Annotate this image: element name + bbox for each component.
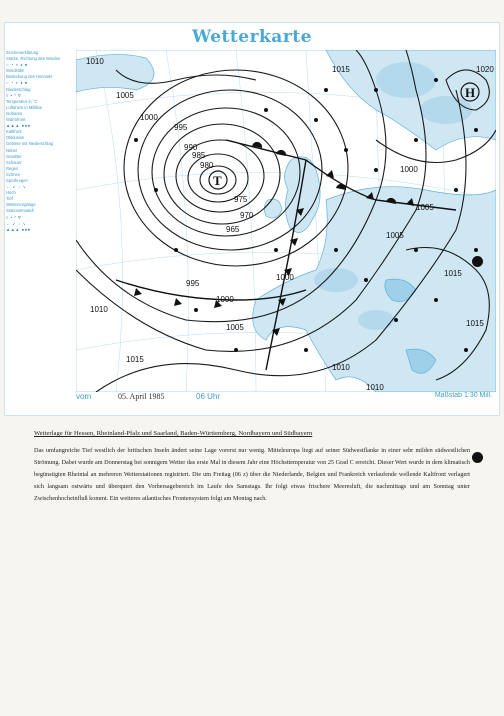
legend-line: Warmfront	[6, 117, 26, 123]
isobar-label: 1015	[332, 65, 350, 74]
legend-line: Regen	[6, 165, 19, 171]
isobar-label: 1010	[366, 383, 384, 392]
legend-line: Gewitter	[6, 153, 22, 159]
caption-body: Das umfangreiche Tief westlich der britischen Inseln ändert seine Lage vorerst nur wenig. Mitteleuropa liegt auf seiner Südwestflanke in einer sehr milden südwestlichen Strömung. Dabei wurde am Donnerstag bei sonnigem Wetter das erste Mal in diesem Jahr eine Höchsttemperatur von 25 Grad C erreicht. Dieser Wert wurde in dem klimatisch begünstigten Rheintal an mehreren Wetterstationen registriert. Die um Freitag (06 z) über die Niederlande, Belgien und Frankreich verlaufende wellende Kaltfront verlagert sich langsam ostwärts und überquert den Vorhersagebereich im Laufe des Samstags. Ihr folgt etwas frischere Meeresluft, die nachmittags und am Sonntag unter Zwischenhocheinfluß kommt. Ein weiteres atlantisches Frontensystem folgt am Montag nach.	[34, 447, 470, 503]
caption-title: Wetterlage für Hessen, Rheinland-Pfalz und Saarland, Baden-Württemberg, Nordbayern und Südbayern	[34, 430, 313, 437]
legend-line: Okklusion	[6, 135, 25, 141]
map-title: Wetterkarte	[192, 27, 312, 47]
legend-line: Niederschlag	[6, 86, 31, 92]
legend-line: Hoch	[6, 190, 16, 196]
isobar-label: 990	[184, 143, 198, 152]
isobar-label: 980	[200, 161, 214, 170]
legend-line: Tief	[6, 196, 13, 202]
legend-symbols: ▲▲▲ ●●●	[6, 226, 31, 232]
isobar-label: 975	[234, 195, 248, 204]
legend-line: Nebel	[6, 147, 17, 153]
isobar-label: 1000	[140, 113, 158, 122]
footer-vom: vom	[76, 392, 92, 401]
isobar-label: 995	[186, 279, 200, 288]
legend-symbols: ○ ◔ ◑ ◕ ●	[6, 80, 28, 86]
legend-line: Windstille	[6, 68, 24, 74]
isobar-label: 1005	[116, 91, 134, 100]
isobar-label: 1000	[400, 165, 418, 174]
isobar-label: 1000	[216, 295, 234, 304]
legend-symbols: ≡ • * ∇	[6, 214, 22, 220]
legend-line: Bedeckung des Himmels	[6, 74, 53, 80]
legend-line: Gebiete mit Niederschlag	[6, 141, 54, 147]
isobar-label: 995	[174, 123, 188, 132]
legend-heading: Zeichenerklärung	[6, 50, 39, 55]
isobar-label: 1005	[416, 203, 434, 212]
isobar-label: 1020	[476, 65, 494, 74]
legend-symbols: ≡ • * ∇	[6, 92, 22, 98]
legend-line: Sprühregen	[6, 177, 28, 183]
isobar-label: 1010	[332, 363, 350, 372]
isobar-label: 985	[192, 151, 206, 160]
legend-line: Schauer	[6, 159, 22, 165]
legend-line: Stationsmodell	[6, 208, 34, 214]
isobar-label: 1010	[86, 57, 104, 66]
isobar-label: 1015	[444, 269, 462, 278]
legend-line: Kaltfront	[6, 129, 22, 135]
map-time: 06 Uhr	[196, 392, 221, 401]
legend-line: Temperatur in °C	[6, 98, 38, 104]
synoptic-map	[76, 50, 496, 392]
legend-line: Luftdruck in Millibar	[6, 104, 43, 110]
low-pressure-center: T	[213, 173, 222, 188]
isobar-label: 1000	[276, 273, 294, 282]
punch-hole	[472, 256, 483, 267]
punch-hole	[472, 452, 483, 463]
isobar-label: 1015	[466, 319, 484, 328]
legend-line: Schnee	[6, 171, 21, 177]
legend-line: Isobaren	[6, 110, 23, 116]
legend-symbols: ← ↙ ↓ ↘	[6, 184, 27, 190]
legend-symbols: ← ↙ ↓ ↘	[6, 220, 27, 226]
isobar-label: 1010	[90, 305, 108, 314]
isobar-label: 1015	[126, 355, 144, 364]
legend-symbols: ▲▲▲ ●●●	[6, 123, 31, 129]
legend-line: Stärke, Richtung des Windes	[6, 56, 60, 62]
legend-symbols: ○ ◔ ◑ ◕ ●	[6, 62, 28, 68]
high-pressure-center: H	[465, 85, 476, 100]
map-legend	[6, 50, 72, 406]
isobar-label: 970	[240, 211, 254, 220]
isobar-label: 1005	[226, 323, 244, 332]
isobar-label: 965	[226, 225, 240, 234]
isobar-label: 1005	[386, 231, 404, 240]
legend-line: Wettervorgänge	[6, 202, 36, 208]
map-date: 05. April 1985	[118, 392, 165, 401]
map-scale: Maßstab 1:30 Mill.	[434, 392, 492, 399]
map-footer	[76, 392, 496, 404]
